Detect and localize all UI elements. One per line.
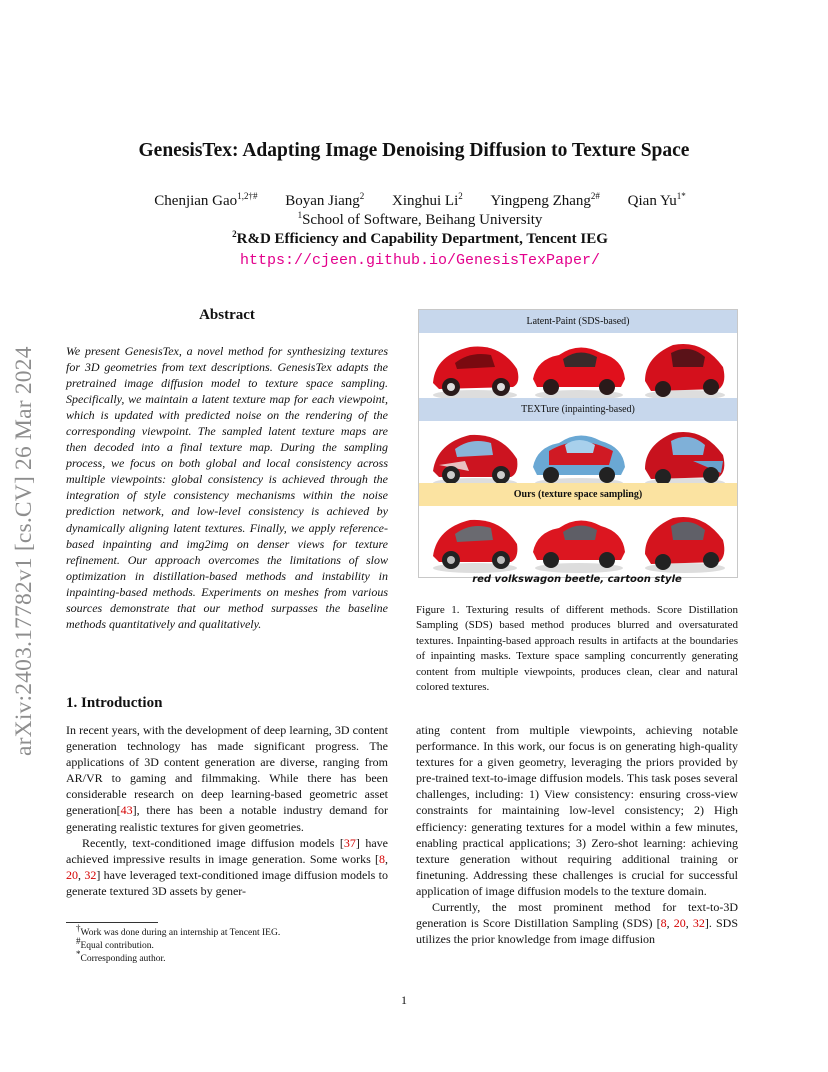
intro-right-column [416, 722, 738, 947]
citation-link[interactable]: 20 [66, 867, 78, 882]
car-render-image [425, 333, 525, 402]
car-render-image [633, 333, 733, 402]
citation-link[interactable]: 20 [673, 916, 686, 931]
figure-row-ours [419, 506, 737, 575]
author-name: Chenjian Gao$^{1,2\dagger\#}$ [154, 191, 258, 209]
citation-link[interactable]: 8 [379, 851, 385, 866]
figure-band-ours: Ours (texture space sampling) [419, 483, 737, 506]
paragraph: Currently, the most prominent method for text-to-3D generation is Score Distillation Sampling (SDS) [8, 20, 32]. SDS utilizes the prior knowledge from image diffusion [416, 900, 739, 947]
paragraph: In recent years, with the development of deep learning, 3D content generation technology has made significant progress. The applications of 3D content generation are diverse, ranging from AR/VR to gaming and filmmaking. While there has been considerable research on deep learning-based geometric asset generation[43], there has been a notable industry demand for generating realistic textures for given geometries. [66, 723, 388, 834]
author-name: Yingpeng Zhang$^{2\#}$ [490, 191, 600, 209]
paper-title: GenesisTex: Adapting Image Denoising Diffusion to Texture Space [138, 140, 690, 161]
figure-row-texture [419, 421, 737, 490]
affiliation-2: $^2$R&D Efficiency and Capability Department, Tencent IEG [232, 229, 608, 247]
author-name: Qian $Yu^{1*}$ [627, 191, 686, 209]
footnote: *Corresponding author. [76, 948, 166, 964]
figure-band-latent-paint: Latent-Paint (SDS-based) [419, 310, 737, 333]
section-heading-introduction: 1. Introduction [66, 695, 163, 711]
car-render-image [425, 421, 525, 490]
abstract-heading: Abstract [199, 307, 255, 323]
figure-1 [418, 309, 738, 578]
intro-left-column [66, 722, 388, 899]
figure-row-latent-paint [419, 333, 737, 402]
paragraph: Recently, text-conditioned image diffusion models [37] have achieved impressive results in image generation. Some works [8, 20, 32] have leveraged text-conditioned image diffusion models to generate textured 3D assets by gener- [66, 835, 389, 898]
car-render-image [529, 333, 629, 402]
figure-prompt: red volkswagon beetle, cartoon style [472, 574, 682, 585]
citation-link[interactable]: 32 [84, 867, 97, 882]
footnote: †Work was done during an internship at Tencent IEG. [76, 922, 281, 938]
author-name: Xinghui Li$^2$ [392, 191, 463, 209]
car-render-image [633, 421, 733, 490]
citation-link[interactable]: 8 [660, 916, 667, 931]
arxiv-stamp-text: arXiv:2403.17782v1 [cs.CV] 26 Mar 2024 [11, 346, 37, 756]
citation-link[interactable]: 43 [120, 803, 133, 818]
car-render-image [529, 506, 629, 575]
citation-link[interactable]: 32 [692, 916, 705, 931]
affiliation-1: $^1$School of Software, Beihang University [297, 210, 543, 228]
figure-caption: Figure 1. Texturing results of different methods. Score Distillation Sampling (SDS) based method produces blurred and oversaturated textures. Inpainting-based approach results in artifacts at the boundaries of inpainting masks. Texture space sampling concurrently generating content from multiple viewpoints, produces clean, clear and natural colored textures. [416, 604, 738, 694]
paragraph: ating content from multiple viewpoints, achieving notable performance. In this work, our focus is on generating high-quality textures for a given geometry, leveraging the priors provided by pre-trained text-to-image diffusion models. This task poses several challenges, including: 1) View consistency: ensuring cross-view constraints for maintaining low-level consistency; 2) High efficiency: generating textures for a model within a few minutes, enabling practical applications; 3) Zero-shot learning: achieving texture generation without requiring additional training or finetuning. Addressing these challenges is crucial for successful application of image diffusion models to the texture domain. [416, 723, 738, 898]
car-render-image [633, 506, 733, 575]
author-name: Boyan Jiang$^2$ [285, 191, 365, 209]
car-render-image [529, 421, 629, 490]
footnote: #Equal contribution. [76, 935, 154, 951]
footnotes [76, 922, 281, 966]
car-render-image [425, 506, 525, 575]
project-url-link[interactable]: https://cjeen.github.io/GenesisTexPaper/ [239, 252, 601, 269]
page-number: 1 [401, 993, 407, 1007]
arxiv-stamp [2, 286, 46, 756]
author-list [40, 193, 800, 210]
citation-link[interactable]: 37 [343, 835, 356, 850]
figure-band-texture: TEXTure (inpainting-based) [419, 398, 737, 421]
abstract-text: We present GenesisTex, a novel method for synthesizing textures for 3D geometries from text descriptions. GenesisTex adapts the pretrained image diffusion model to texture space sampling. Specifically, we maintain a latent texture map for each viewpoint, which is updated with predicted noise on the rendering of the corresponding viewpoint. The sampled latent texture maps are then decoded into a final texture map. During the sampling process, we focus on both global and local consistency across multiple viewpoints: global consistency is achieved through the integration of style consistency mechanisms within the noise prediction network, and low-level consistency is achieved by dynamically aligning latent textures. Finally, we apply reference-based inpainting and img2img on denser views for texture refinement. Our approach overcomes the limitations of slow optimization in distillation-based methods and instability in inpainting-based methods. Experiments on meshes from various sources demonstrate that our method surpasses the baseline methods quantitatively and qualitatively. [66, 344, 388, 631]
